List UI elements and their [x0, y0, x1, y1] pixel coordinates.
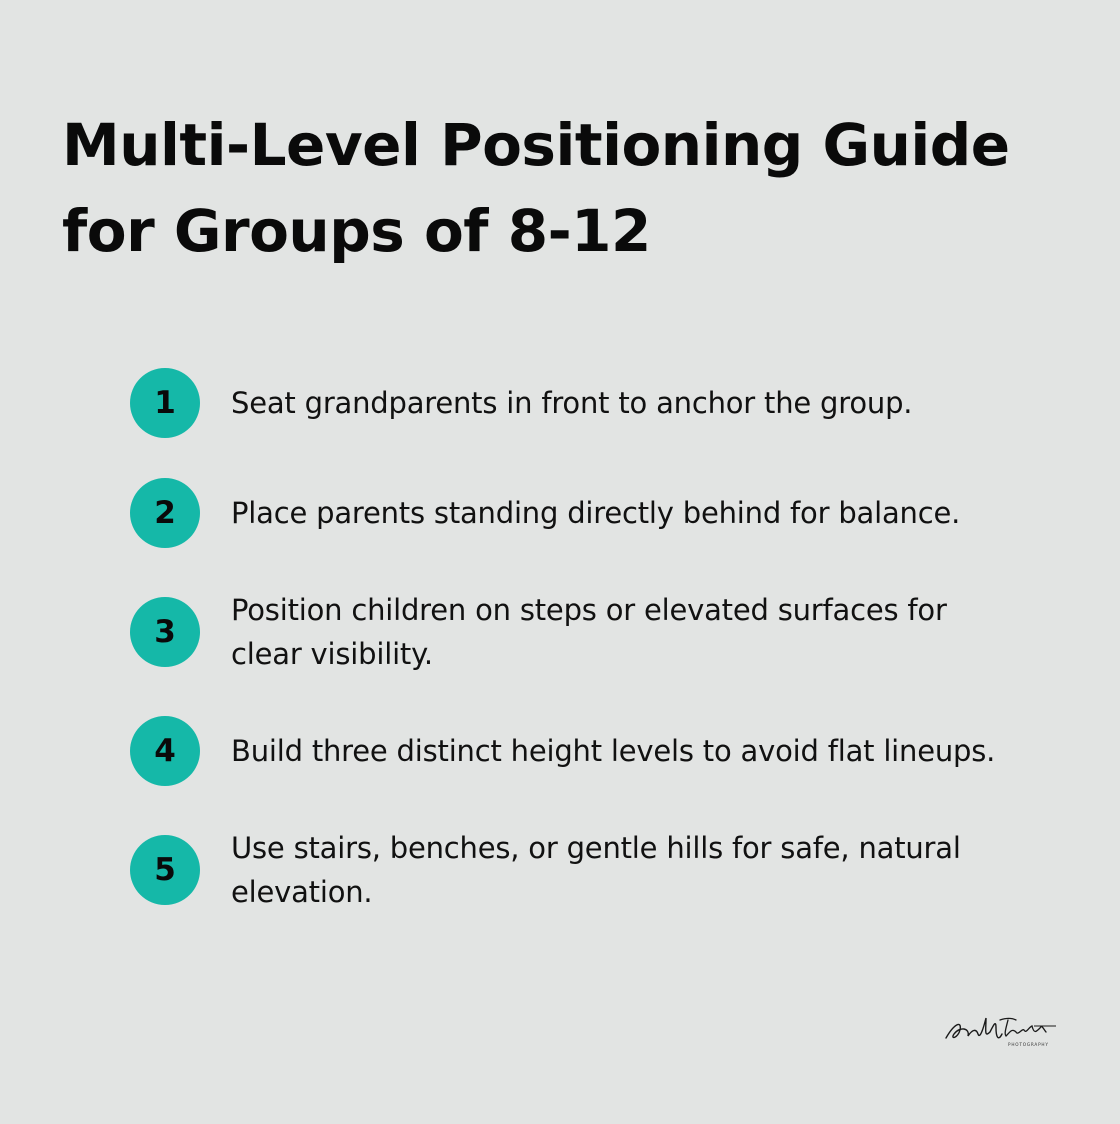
list-item-step-3: [130, 588, 1070, 676]
list-item-step-4: [130, 716, 1070, 786]
steps-list: [130, 0, 1070, 1124]
step-text: Position children on steps or elevated surfaces for clear visibility.: [231, 593, 947, 671]
step-text: Use stairs, benches, or gentle hills for safe, natural elevation.: [231, 831, 961, 909]
step-text: Place parents standing directly behind for balance.: [231, 496, 961, 530]
title-line-2: for Groups of 8-12: [62, 197, 651, 265]
step-number-badge: 2: [130, 478, 200, 548]
step-text: Seat grandparents in front to anchor the group.: [231, 386, 913, 420]
step-number-badge: 5: [130, 835, 200, 905]
list-item-step-1: [130, 368, 1070, 438]
signature-logo-icon: [940, 1006, 1060, 1050]
step-number-badge: 3: [130, 597, 200, 667]
title-line-1: Multi-Level Positioning Guide: [62, 111, 1010, 179]
list-item-step-2: [130, 478, 1070, 548]
list-item-step-5: [130, 826, 1070, 914]
svg-text:PHOTOGRAPHY: PHOTOGRAPHY: [1008, 1042, 1049, 1047]
step-number-badge: 4: [130, 716, 200, 786]
step-number-badge: 1: [130, 368, 200, 438]
step-text: Build three distinct height levels to avoid flat lineups.: [231, 734, 996, 768]
